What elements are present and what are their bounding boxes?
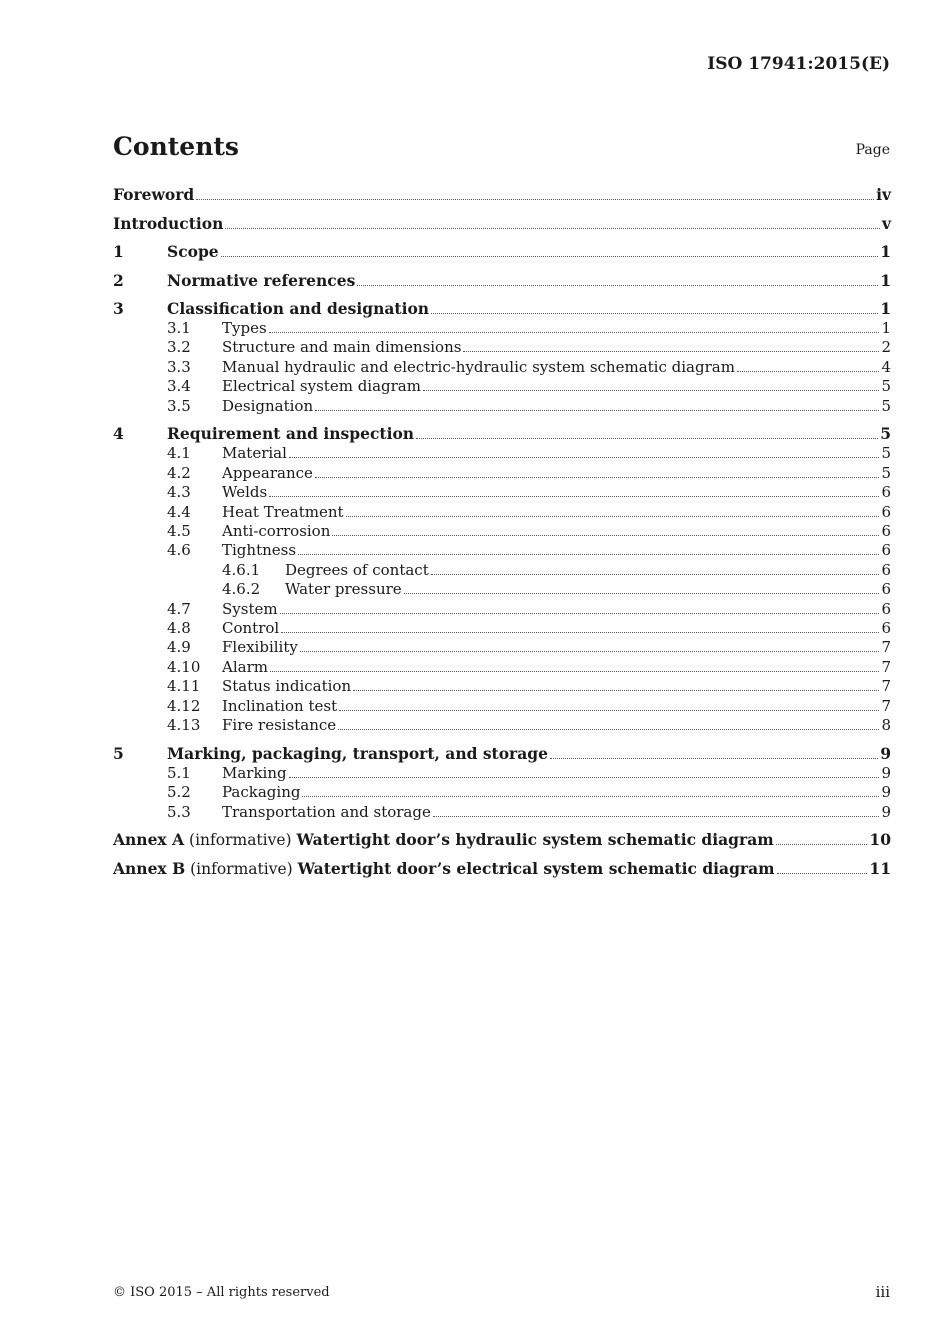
dot-leader: [300, 650, 880, 652]
toc-entry-title: Normative references: [167, 270, 356, 290]
dot-leader: [270, 670, 879, 672]
toc-entry-number: 2: [113, 270, 124, 290]
toc-entry-title: Control: [222, 618, 280, 637]
toc-entry[interactable]: [113, 319, 891, 338]
toc-entry[interactable]: [113, 744, 891, 764]
annex-label: Annex B: [113, 858, 186, 878]
toc-entry-number: 5: [113, 743, 124, 763]
dot-leader: [431, 312, 878, 314]
dot-leader: [357, 284, 878, 286]
toc-entry-number: 3.3: [167, 357, 191, 376]
toc-entry-page: 1: [880, 270, 891, 290]
dot-leader: [433, 815, 880, 817]
document-id: ISO 17941:2015(E): [707, 54, 890, 74]
toc-entry-page: 6: [881, 541, 891, 560]
toc-entry[interactable]: [113, 185, 891, 205]
dot-leader: [416, 437, 878, 439]
toc-entry-title: Designation: [222, 396, 314, 415]
toc-entry-page: 7: [881, 657, 891, 676]
toc-entry-page: 6: [881, 599, 891, 618]
toc-entry[interactable]: [113, 358, 891, 377]
toc-entry[interactable]: [113, 242, 891, 262]
toc-entry[interactable]: [113, 271, 891, 291]
toc-entry-page: 1: [880, 299, 891, 318]
toc-entry-page: 9: [881, 802, 891, 821]
toc-entry-page: 5: [881, 396, 891, 415]
toc-entry-page: 6: [881, 483, 891, 502]
toc-annex-entry[interactable]: [113, 830, 891, 850]
toc-entry-page: 6: [881, 560, 891, 579]
toc-entry-number: 4.1: [167, 444, 191, 463]
toc-entry-number: 3: [113, 299, 124, 318]
toc-entry-page: v: [881, 213, 891, 233]
dot-leader: [298, 553, 879, 555]
table-of-contents: [113, 185, 891, 879]
dot-leader: [315, 476, 880, 478]
annex-kind: (informative): [190, 859, 293, 878]
toc-entry-page: 7: [881, 677, 891, 696]
annex-heading: [113, 830, 774, 850]
annex-label: Annex A: [113, 830, 185, 850]
toc-entry-number: 4.12: [167, 696, 201, 715]
toc-entry[interactable]: [113, 580, 891, 599]
dot-leader: [280, 612, 880, 614]
page-number: iii: [875, 1283, 890, 1301]
toc-entry-number: 4.6: [167, 541, 191, 560]
toc-entry-title: Flexibility: [222, 638, 298, 657]
dot-leader: [281, 631, 879, 633]
toc-entry-page: 1: [881, 319, 891, 337]
toc-entry-number: 3.4: [167, 377, 191, 396]
dot-leader: [315, 409, 879, 411]
toc-entry-title: Introduction: [113, 213, 224, 233]
page-title: Contents: [113, 132, 240, 161]
dot-leader: [338, 728, 879, 730]
toc-entry[interactable]: [113, 561, 891, 580]
toc-entry-number: 5.1: [167, 763, 191, 782]
toc-entry-page: 10: [869, 830, 891, 850]
toc-entry[interactable]: [113, 658, 891, 677]
toc-entry[interactable]: [113, 299, 891, 319]
toc-entry[interactable]: [113, 444, 891, 463]
toc-entry-number: 4.7: [167, 599, 191, 618]
toc-entry-number: 4.2: [167, 463, 191, 482]
dot-leader: [550, 757, 878, 759]
toc-entry-title: Requirement and inspection: [167, 424, 415, 444]
toc-entry-number: 4.5: [167, 522, 191, 541]
toc-entry[interactable]: [113, 503, 891, 522]
toc-entry[interactable]: [113, 697, 891, 716]
toc-entry-title: Water pressure: [285, 580, 402, 599]
toc-entry[interactable]: [113, 716, 891, 735]
toc-entry-title: Types: [222, 319, 267, 337]
toc-entry-title: Appearance: [222, 463, 313, 482]
toc-entry-title: Heat Treatment: [222, 502, 344, 521]
toc-entry-number: 5.3: [167, 802, 191, 821]
toc-entry-page: 7: [881, 696, 891, 715]
toc-entry-page: 9: [881, 783, 891, 802]
toc-entry[interactable]: [113, 214, 891, 234]
toc-entry[interactable]: [113, 677, 891, 696]
toc-entry-number: 5.2: [167, 783, 191, 802]
annex-kind: (informative): [189, 831, 292, 850]
toc-entry[interactable]: [113, 424, 891, 444]
toc-entry-number: 4.11: [167, 677, 201, 696]
dot-leader: [269, 495, 879, 497]
dot-leader: [353, 689, 879, 691]
toc-entry[interactable]: [113, 522, 891, 541]
dot-leader: [423, 389, 879, 391]
dot-leader: [776, 843, 868, 845]
toc-entry-page: iv: [876, 185, 891, 204]
copyright-notice: © ISO 2015 – All rights reserved: [113, 1285, 330, 1300]
annex-heading: [113, 859, 775, 879]
toc-entry[interactable]: [113, 464, 891, 483]
toc-entry-title: Anti-corrosion: [222, 522, 331, 541]
toc-entry-page: 5: [880, 424, 891, 444]
toc-entry-page: 11: [869, 858, 891, 878]
toc-entry-title: Manual hydraulic and electric-hydraulic system schematic diagram: [222, 357, 735, 376]
toc-entry-title: Tightness: [222, 541, 297, 560]
toc-annex-entry[interactable]: [113, 859, 891, 879]
toc-entry-page: 5: [881, 463, 891, 482]
toc-entry-title: Transportation and storage: [222, 802, 431, 821]
toc-entry-title: Packaging: [222, 783, 301, 802]
toc-entry-number: 4.8: [167, 618, 191, 637]
dot-leader: [225, 227, 880, 229]
toc-entry-number: 1: [113, 242, 124, 261]
toc-entry[interactable]: [113, 397, 891, 416]
toc-entry-page: 1: [880, 242, 891, 261]
toc-entry-page: 5: [881, 444, 891, 463]
dot-leader: [289, 456, 880, 458]
dot-leader: [346, 515, 880, 517]
toc-entry-page: 7: [881, 638, 891, 657]
toc-entry-title: Electrical system diagram: [222, 377, 421, 396]
dot-leader: [431, 573, 880, 575]
toc-entry-number: 3.1: [167, 319, 191, 337]
page-column-label: Page: [855, 142, 890, 158]
toc-entry-number: 3.2: [167, 338, 191, 357]
toc-entry-title: Alarm: [222, 657, 268, 676]
dot-leader: [777, 872, 868, 874]
toc-entry-page: 6: [881, 618, 891, 637]
toc-entry-title: Inclination test: [222, 696, 338, 715]
toc-entry-number: 3.5: [167, 396, 191, 415]
dot-leader: [221, 255, 879, 257]
toc-entry-title: Structure and main dimensions: [222, 338, 462, 357]
toc-entry-title: Classification and designation: [167, 299, 430, 318]
dot-leader: [302, 795, 879, 797]
toc-entry-page: 4: [881, 357, 891, 376]
annex-title: Watertight door’s hydraulic system schematic diagram: [296, 830, 774, 850]
toc-entry-number: 4: [113, 424, 124, 444]
dot-leader: [332, 534, 879, 536]
toc-entry-title: Marking: [222, 763, 287, 782]
dot-leader: [463, 350, 879, 352]
toc-entry-title: System: [222, 599, 278, 618]
dot-leader: [289, 776, 880, 778]
toc-entry[interactable]: [113, 338, 891, 357]
toc-entry-title: Marking, packaging, transport, and storage: [167, 743, 548, 763]
dot-leader: [339, 709, 879, 711]
dot-leader: [737, 370, 880, 372]
toc-entry-page: 6: [881, 580, 891, 599]
toc-entry[interactable]: [113, 638, 891, 657]
toc-entry[interactable]: [113, 803, 891, 822]
toc-entry-title: Scope: [167, 242, 219, 261]
toc-entry[interactable]: [113, 619, 891, 638]
toc-entry-title: Degrees of contact: [285, 560, 429, 579]
toc-entry[interactable]: [113, 483, 891, 502]
toc-entry-number: 4.13: [167, 715, 201, 734]
toc-entry-page: 8: [881, 715, 891, 734]
toc-entry-page: 6: [881, 522, 891, 541]
toc-entry-page: 6: [881, 502, 891, 521]
toc-entry[interactable]: [113, 377, 891, 396]
toc-entry-number: 4.6.2: [222, 580, 261, 599]
dot-leader: [404, 592, 880, 594]
toc-entry-title: Welds: [222, 483, 268, 502]
toc-entry[interactable]: [113, 764, 891, 783]
toc-entry-page: 2: [881, 338, 891, 357]
toc-entry-title: Foreword: [113, 185, 195, 204]
toc-entry-number: 4.9: [167, 638, 191, 657]
toc-entry-page: 9: [881, 763, 891, 782]
toc-entry[interactable]: [113, 541, 891, 560]
toc-entry-page: 9: [880, 743, 891, 763]
toc-entry-title: Status indication: [222, 677, 352, 696]
toc-entry-title: Material: [222, 444, 287, 463]
toc-entry-page: 5: [881, 377, 891, 396]
toc-entry-title: Fire resistance: [222, 715, 337, 734]
toc-entry-number: 4.4: [167, 502, 191, 521]
annex-title: Watertight door’s electrical system schematic diagram: [297, 858, 775, 878]
toc-entry[interactable]: [113, 783, 891, 802]
toc-entry-number: 4.10: [167, 657, 201, 676]
toc-entry-number: 4.3: [167, 483, 191, 502]
toc-entry-number: 4.6.1: [222, 560, 261, 579]
dot-leader: [269, 331, 880, 333]
toc-entry[interactable]: [113, 600, 891, 619]
dot-leader: [196, 198, 874, 200]
